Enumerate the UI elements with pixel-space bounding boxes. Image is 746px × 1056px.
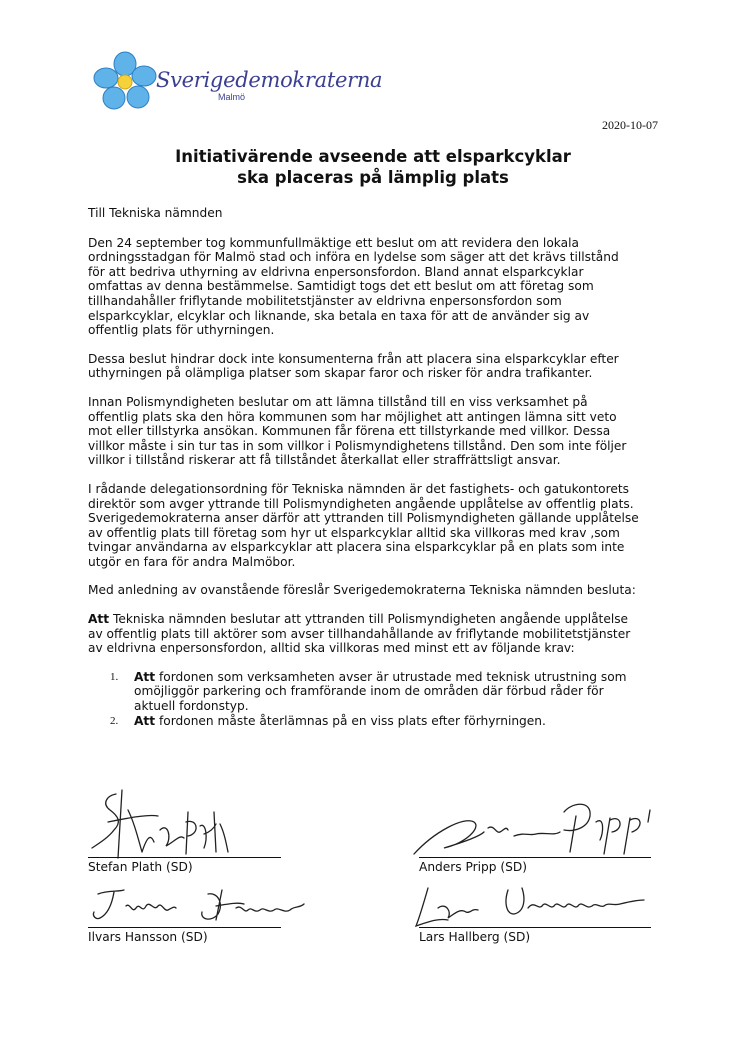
signature-lars-hallberg [408, 878, 658, 932]
logo-wordmark: Sverigedemokraterna [156, 68, 383, 92]
text-line: fordonen måste återlämnas på en viss plats efter förhyrningen. [155, 713, 546, 728]
text-line: av offentlig plats till företag som hyr ut elsparkcyklar alltid ska villkoras med krav ,som [88, 525, 620, 540]
signatory-name: Ilvars Hansson (SD) [88, 930, 208, 944]
requirement-bold-att: Att [134, 669, 156, 684]
signature-anders-pripp [404, 792, 664, 862]
list-item [88, 670, 668, 714]
text-line: av eldrivna enpersonsfordon, alltid ska villkoras med minst ett av följande krav: [88, 641, 575, 656]
text-line: offentlig plats ska den höra kommunen som har möjlighet att antingen lämna sitt veto [88, 409, 617, 424]
text-line: fordonen som verksamheten avser är utrustade med teknisk utrustning som [155, 669, 627, 684]
text-line: villkor måste i sin tur tas in som villkor i Polismyndighetens tillstånd. Den som inte följer [88, 438, 627, 453]
text-line: Den 24 september tog kommunfullmäktige ett beslut om att revidera den lokala [88, 235, 579, 250]
paragraph-5 [88, 583, 668, 598]
title-line-2: ska placeras på lämplig plats [237, 168, 509, 187]
document-body [88, 206, 668, 728]
text-line: omöjliggör parkering och framförande inom de områden där förbud råder för [134, 684, 604, 699]
text-line: uthyrningen på olämpliga platser som skapar faror och risker för andra trafikanter. [88, 366, 593, 381]
text-line: Dessa beslut hindrar dock inte konsumenterna från att placera sina elsparkcyklar efter [88, 351, 619, 366]
signatory-name: Anders Pripp (SD) [419, 860, 528, 874]
text-line: omfattas av denna bestämmelse. Samtidigt togs det ett beslut om att företag som [88, 279, 594, 294]
text-line: Tekniska nämnden beslutar att yttranden till Polismyndigheten angående upplåtelse [109, 612, 629, 627]
signatory-name: Lars Hallberg (SD) [419, 930, 531, 944]
document-date: 2020-10-07 [602, 118, 658, 132]
party-logo [92, 50, 383, 120]
signature-line [419, 927, 651, 928]
title-line-1: Initiativärende avseende att elsparkcyklar [175, 147, 571, 166]
text-line: tillhandahåller friflytande mobilitetstjänster av eldrivna enpersonsfordon som [88, 293, 562, 308]
text-line: tvingar användarna av elsparkcyklar att placera sina elsparkcyklar på en plats som inte [88, 540, 625, 555]
requirements-list [88, 670, 668, 728]
paragraph-1 [88, 236, 668, 338]
text-line: Innan Polismyndigheten beslutar om att lämna tillstånd till en viss verksamhet på [88, 394, 588, 409]
list-number: 2. [110, 714, 119, 727]
signature-line [88, 927, 281, 928]
list-number: 1. [110, 670, 119, 683]
logo-subtext: Malmö [218, 92, 246, 102]
text-line: elsparkcyklar, elcyklar och liknande, ska betala en taxa för att de använder sig av [88, 308, 590, 323]
text-line: Sverigedemokraterna anser därför att yttranden till Polismyndigheten gällande upplåtelse [88, 511, 639, 526]
text-line: I rådande delegationsordning för Tekniska nämnden är det fastighets- och gatukontorets [88, 481, 630, 496]
text-line: villkor i tillstånd riskerar att få tillståndet återkallat eller straffrättsligt ansvar. [88, 453, 561, 468]
text-line: utgör en fara för andra Malmöbor. [88, 554, 296, 569]
paragraph-3 [88, 395, 668, 468]
text-line: mot eller tillstyrka ansökan. Kommunen får förena ett tillstyrkande med villkor. Dessa [88, 424, 611, 439]
addressee: Till Tekniska nämnden [88, 206, 223, 220]
signature-line [88, 857, 281, 858]
text-line: aktuell fordonstyp. [134, 699, 249, 714]
text-line: av offentlig plats till aktörer som avser tillhandahållande av friflytande mobilitetstjänster [88, 626, 631, 641]
paragraph-4 [88, 482, 668, 570]
signature-line [419, 857, 651, 858]
text-line: ordningsstadgan för Malmö stad och införa en lydelse som säger att det krävs tillstånd [88, 250, 619, 265]
paragraph-2 [88, 352, 668, 381]
text-line: för att bedriva uthyrning av eldrivna enpersonsfordon. Bland annat elsparkcyklar [88, 264, 584, 279]
requirement-bold-att: Att [134, 713, 156, 728]
document-title [88, 146, 658, 188]
flower-logo-icon [92, 50, 162, 112]
text-line: offentlig plats för uthyrningen. [88, 323, 275, 338]
signature-stefan-plath [88, 782, 238, 862]
proposal-bold-att: Att [88, 612, 110, 627]
text-line: Med anledning av ovanstående föreslår Sverigedemokraterna Tekniska nämnden besluta: [88, 583, 636, 598]
signature-ilvars-hansson [88, 884, 318, 928]
signatory-name: Stefan Plath (SD) [88, 860, 193, 874]
text-line: direktör som avger yttrande till Polismyndigheten angående upplåtelse av offentlig plats. [88, 496, 634, 511]
proposal-paragraph [88, 612, 668, 656]
list-item [88, 714, 668, 729]
